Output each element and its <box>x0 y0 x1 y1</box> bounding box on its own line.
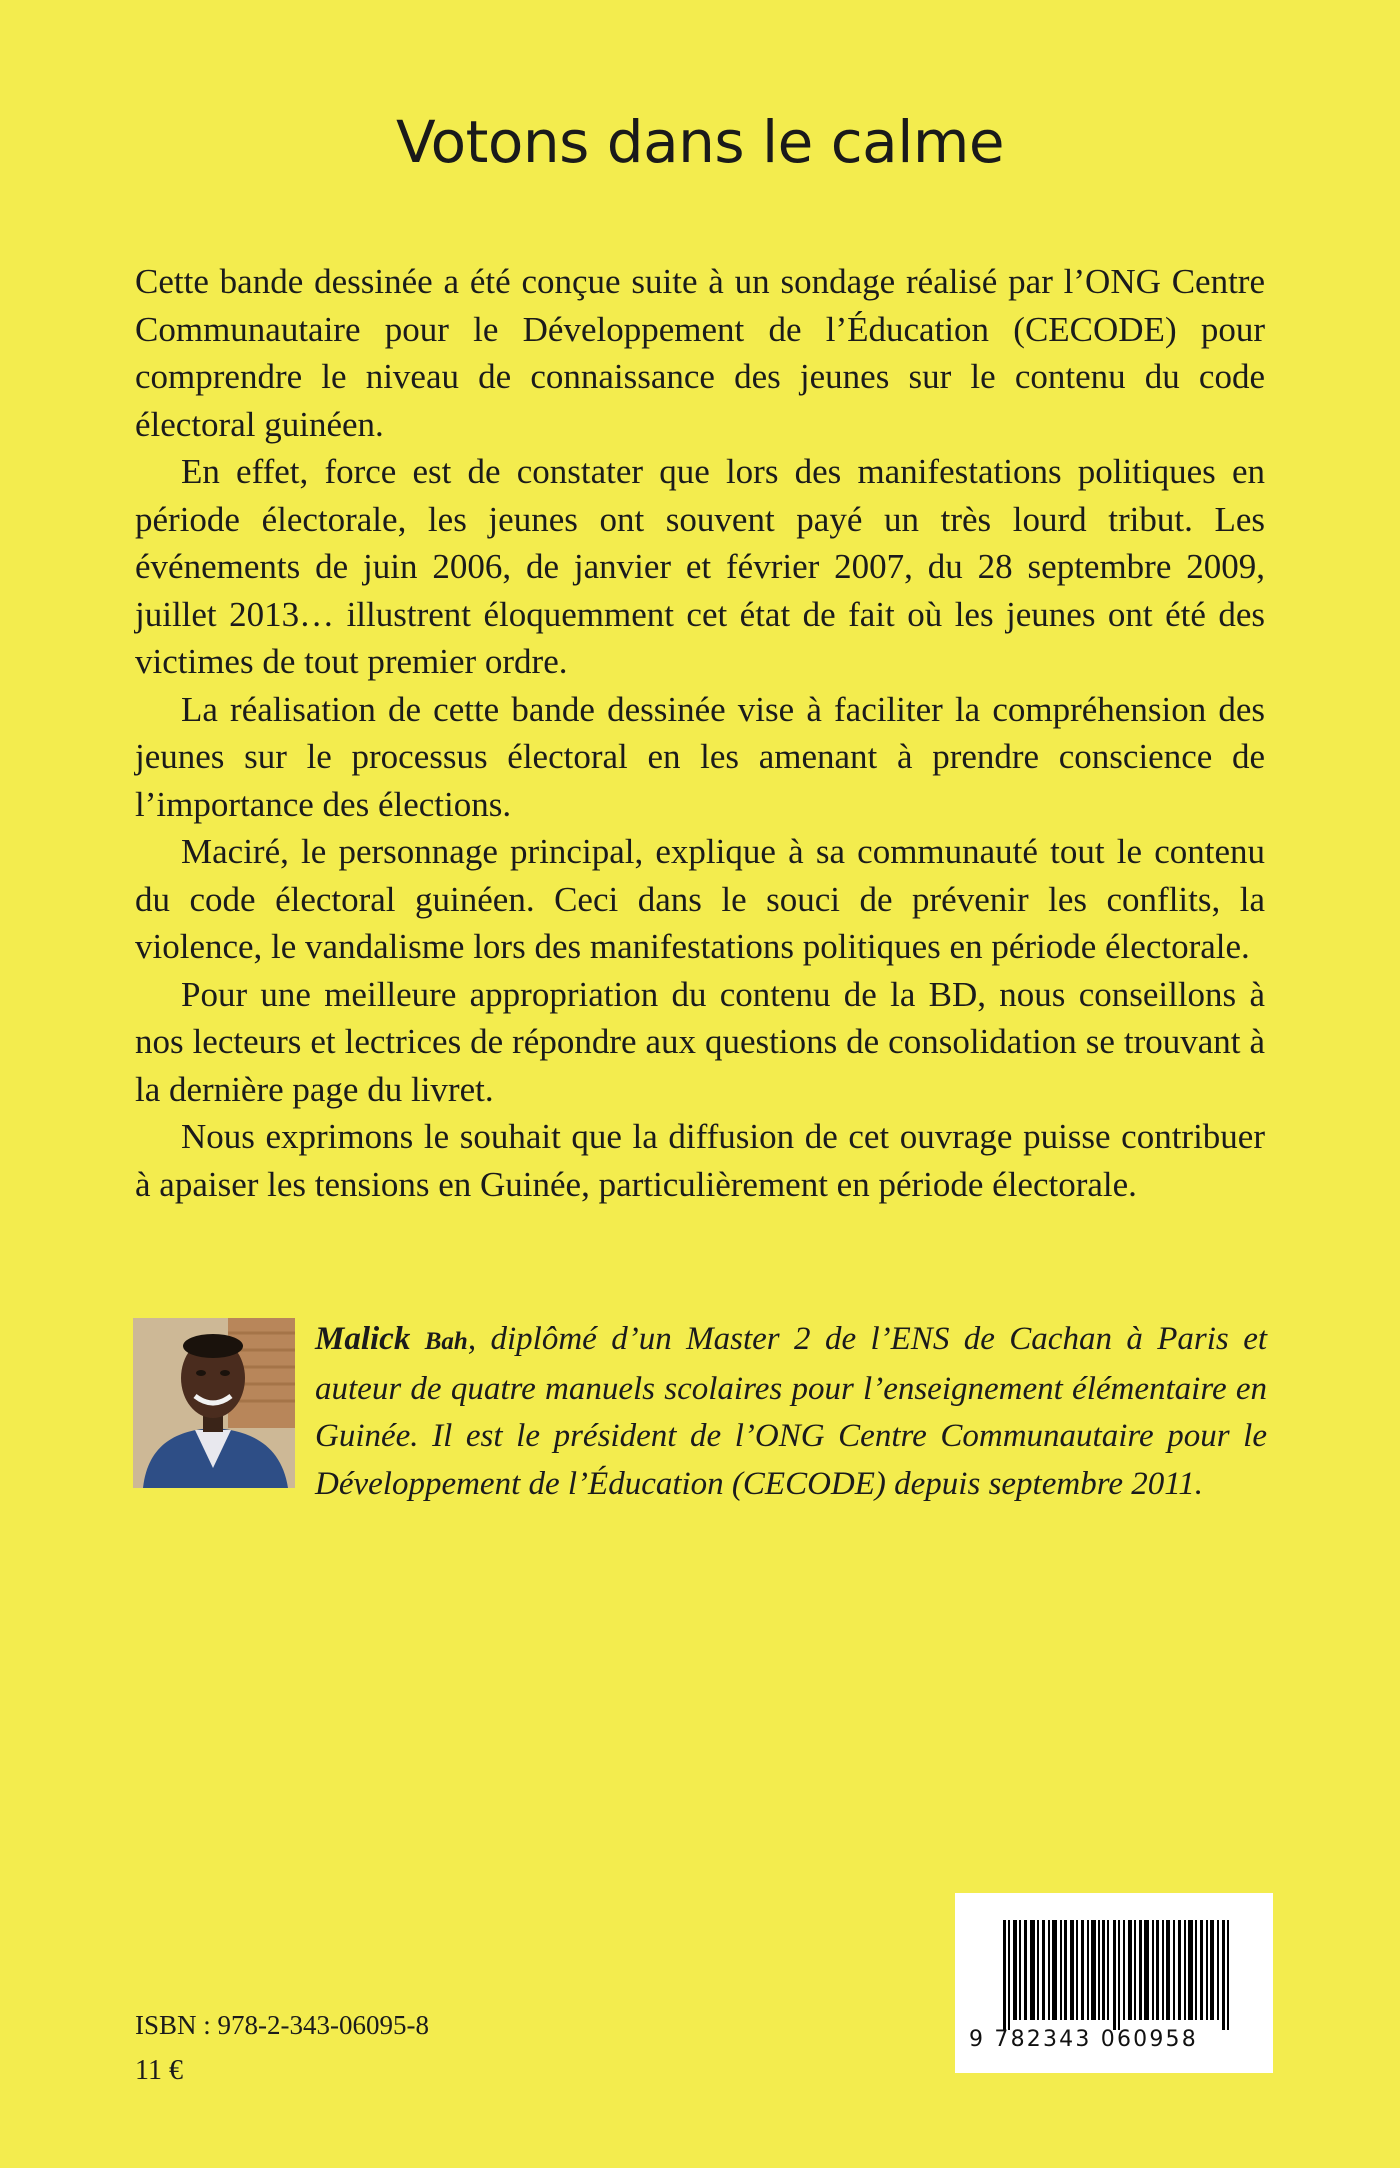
author-first-name: Malick <box>315 1321 411 1357</box>
author-bio <box>315 1316 1267 1508</box>
summary-paragraph: Pour une meilleure appropriation du contenu de la BD, nous conseillons à nos lecteurs et lectrices de répondre aux questions de consolidation se trouvant à la dernière page du livret. <box>135 974 1265 1109</box>
back-cover-summary <box>135 258 1265 1208</box>
summary-paragraph: Maciré, le personnage principal, explique à sa communauté tout le contenu du code électoral guinéen. Ceci dans le souci de prévenir les conflits, la violence, le vandalisme lors des manifestations politiques en période électorale. <box>135 832 1265 966</box>
author-last-name: Bah <box>424 1328 468 1355</box>
summary-paragraph: En effet, force est de constater que lors des manifestations politiques en période électorale, les jeunes ont souvent payé un très lourd tribut. Les événements de juin 2006, de janvier et février 2007, du 28 septembre 2009, juillet 2013… illustrent éloquemment cet état de fait où les jeunes ont été des victimes de tout premier ordre. <box>135 452 1265 681</box>
isbn: ISBN : 978-2-343-06095-8 <box>135 2010 429 2040</box>
price: 11 € <box>135 2055 183 2086</box>
author-photo <box>133 1318 295 1488</box>
book-title: Votons dans le calme <box>395 108 1005 176</box>
barcode-bars <box>1003 1920 1243 2030</box>
summary-paragraph: La réalisation de cette bande dessinée vise à faciliter la compréhension des jeunes sur le processus électoral en les amenant à prendre conscience de l’importance des élections. <box>135 689 1265 824</box>
summary-paragraph: Nous exprimons le souhait que la diffusion de cet ouvrage puisse contribuer à apaiser les tensions en Guinée, particulièrement en période électorale. <box>135 1117 1265 1204</box>
summary-paragraph: Cette bande dessinée a été conçue suite à un sondage réalisé par l’ONG Centre Communautaire pour le Développement de l’Éducation (CECODE) pour comprendre le niveau de connaissance des jeunes sur le contenu du code électoral guinéen. <box>135 262 1265 444</box>
barcode <box>955 1893 1273 2073</box>
author-bio-text: , diplômé d’un Master 2 de l’ENS de Cachan à Paris et auteur de quatre manuels scolaires pour l’enseignement élémentaire en Guinée. Il est le président de l’ONG Centre Communautaire pour le Développement de l’Éducation (CECODE) depuis septembre 2011. <box>315 1321 1268 1502</box>
author-section <box>133 1318 1268 1502</box>
barcode-digits: 9 782343 060958 <box>969 2027 1198 2052</box>
